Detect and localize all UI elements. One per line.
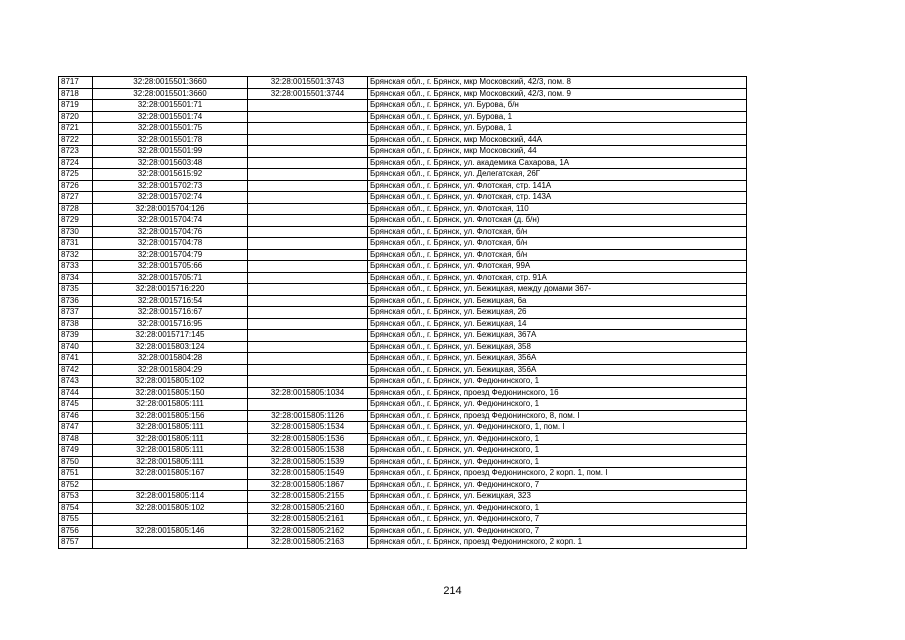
parcel-number-cell: 32:28:0015805:102 (93, 502, 248, 514)
parcel-number-cell: 32:28:0015716:220 (93, 284, 248, 296)
address-cell: Брянская обл., г. Брянск, ул. Федюнинского, 1 (368, 502, 747, 514)
parcel-number-cell: 32:28:0015501:99 (93, 146, 248, 158)
address-cell: Брянская обл., г. Брянск, ул. Бежицкая, 26 (368, 307, 747, 319)
parcel-number-cell: 32:28:0015804:28 (93, 353, 248, 365)
address-cell: Брянская обл., г. Брянск, ул. Флотская, стр. 141А (368, 180, 747, 192)
object-number-cell: 32:28:0015805:1867 (248, 479, 368, 491)
address-cell: Брянская обл., г. Брянск, ул. Бежицкая, 367А (368, 330, 747, 342)
row-number-cell: 8747 (59, 422, 93, 434)
object-number-cell (248, 295, 368, 307)
parcel-number-cell: 32:28:0015501:3660 (93, 88, 248, 100)
row-number-cell: 8720 (59, 111, 93, 123)
address-cell: Брянская обл., г. Брянск, ул. Федюнинского, 7 (368, 514, 747, 526)
parcel-number-cell: 32:28:0015805:167 (93, 468, 248, 480)
parcel-number-cell: 32:28:0015501:75 (93, 123, 248, 135)
table-row (59, 249, 747, 261)
address-cell: Брянская обл., г. Брянск, ул. Флотская, б/н (368, 238, 747, 250)
row-number-cell: 8733 (59, 261, 93, 273)
row-number-cell: 8755 (59, 514, 93, 526)
address-cell: Брянская обл., г. Брянск, ул. Флотская, б/н (368, 249, 747, 261)
address-cell: Брянская обл., г. Брянск, ул. Бурова, 1 (368, 111, 747, 123)
object-number-cell: 32:28:0015805:2155 (248, 491, 368, 503)
parcel-number-cell: 32:28:0015804:29 (93, 364, 248, 376)
address-cell: Брянская обл., г. Брянск, ул. Федюнинского, 1, пом. I (368, 422, 747, 434)
parcel-number-cell: 32:28:0015805:150 (93, 387, 248, 399)
table-row (59, 284, 747, 296)
address-cell: Брянская обл., г. Брянск, ул. Бежицкая, 356А (368, 353, 747, 365)
address-cell: Брянская обл., г. Брянск, ул. Бежицкая, 356А (368, 364, 747, 376)
address-cell: Брянская обл., г. Брянск, ул. Флотская, б/н (368, 226, 747, 238)
object-number-cell: 32:28:0015805:1538 (248, 445, 368, 457)
table-row (59, 445, 747, 457)
row-number-cell: 8732 (59, 249, 93, 261)
parcel-number-cell: 32:28:0015501:3660 (93, 77, 248, 89)
address-cell: Брянская обл., г. Брянск, проезд Федюнинского, 16 (368, 387, 747, 399)
parcel-number-cell: 32:28:0015704:79 (93, 249, 248, 261)
table-row (59, 468, 747, 480)
row-number-cell: 8754 (59, 502, 93, 514)
object-number-cell: 32:28:0015501:3744 (248, 88, 368, 100)
parcel-number-cell: 32:28:0015805:111 (93, 433, 248, 445)
row-number-cell: 8752 (59, 479, 93, 491)
table-row (59, 514, 747, 526)
row-number-cell: 8725 (59, 169, 93, 181)
table-row (59, 433, 747, 445)
parcel-number-cell: 32:28:0015702:74 (93, 192, 248, 204)
parcel-number-cell: 32:28:0015501:78 (93, 134, 248, 146)
address-cell: Брянская обл., г. Брянск, ул. Бурова, б/н (368, 100, 747, 112)
row-number-cell: 8744 (59, 387, 93, 399)
parcel-number-cell: 32:28:0015805:146 (93, 525, 248, 537)
address-cell: Брянская обл., г. Брянск, ул. Флотская, стр. 91А (368, 272, 747, 284)
row-number-cell: 8740 (59, 341, 93, 353)
object-number-cell: 32:28:0015805:1536 (248, 433, 368, 445)
address-cell: Брянская обл., г. Брянск, ул. Бежицкая, 323 (368, 491, 747, 503)
object-number-cell: 32:28:0015805:1534 (248, 422, 368, 434)
table-row (59, 295, 747, 307)
object-number-cell: 32:28:0015805:1034 (248, 387, 368, 399)
table-row (59, 261, 747, 273)
address-cell: Брянская обл., г. Брянск, мкр Московский, 42/3, пом. 8 (368, 77, 747, 89)
object-number-cell: 32:28:0015805:1549 (248, 468, 368, 480)
parcel-number-cell (93, 537, 248, 549)
parcel-number-cell: 32:28:0015704:126 (93, 203, 248, 215)
table-row (59, 169, 747, 181)
parcel-number-cell: 32:28:0015805:111 (93, 399, 248, 411)
object-number-cell (248, 330, 368, 342)
parcel-number-cell: 32:28:0015702:73 (93, 180, 248, 192)
row-number-cell: 8743 (59, 376, 93, 388)
object-number-cell: 32:28:0015501:3743 (248, 77, 368, 89)
object-number-cell (248, 376, 368, 388)
address-cell: Брянская обл., г. Брянск, ул. Федюнинского, 7 (368, 479, 747, 491)
object-number-cell (248, 226, 368, 238)
table-row (59, 502, 747, 514)
table-row (59, 215, 747, 227)
table-row (59, 226, 747, 238)
page-number: 214 (443, 585, 462, 597)
object-number-cell: 32:28:0015805:2160 (248, 502, 368, 514)
address-cell: Брянская обл., г. Брянск, ул. Федюнинского, 1 (368, 445, 747, 457)
parcel-number-cell: 32:28:0015705:71 (93, 272, 248, 284)
row-number-cell: 8728 (59, 203, 93, 215)
table-row (59, 134, 747, 146)
table-row (59, 238, 747, 250)
table-row (59, 111, 747, 123)
object-number-cell (248, 249, 368, 261)
row-number-cell: 8717 (59, 77, 93, 89)
table-row (59, 376, 747, 388)
table-row (59, 456, 747, 468)
table-row (59, 192, 747, 204)
address-cell: Брянская обл., г. Брянск, ул. Флотская, 99А (368, 261, 747, 273)
address-cell: Брянская обл., г. Брянск, ул. Федюнинского, 1 (368, 376, 747, 388)
parcel-number-cell: 32:28:0015805:111 (93, 422, 248, 434)
row-number-cell: 8742 (59, 364, 93, 376)
address-cell: Брянская обл., г. Брянск, ул. Флотская (д. б/н) (368, 215, 747, 227)
parcel-number-cell: 32:28:0015603:48 (93, 157, 248, 169)
object-number-cell (248, 261, 368, 273)
cadastral-table (58, 76, 747, 549)
object-number-cell (248, 111, 368, 123)
object-number-cell (248, 192, 368, 204)
row-number-cell: 8736 (59, 295, 93, 307)
table-row (59, 341, 747, 353)
address-cell: Брянская обл., г. Брянск, ул. академика Сахарова, 1А (368, 157, 747, 169)
row-number-cell: 8731 (59, 238, 93, 250)
parcel-number-cell: 32:28:0015501:71 (93, 100, 248, 112)
table-row (59, 479, 747, 491)
row-number-cell: 8734 (59, 272, 93, 284)
table-row (59, 537, 747, 549)
row-number-cell: 8727 (59, 192, 93, 204)
address-cell: Брянская обл., г. Брянск, ул. Бежицкая, 6а (368, 295, 747, 307)
table-row (59, 330, 747, 342)
table-row (59, 364, 747, 376)
address-cell: Брянская обл., г. Брянск, ул. Бурова, 1 (368, 123, 747, 135)
table-row (59, 387, 747, 399)
parcel-number-cell (93, 514, 248, 526)
object-number-cell: 32:28:0015805:2161 (248, 514, 368, 526)
row-number-cell: 8737 (59, 307, 93, 319)
row-number-cell: 8722 (59, 134, 93, 146)
address-cell: Брянская обл., г. Брянск, проезд Федюнинского, 8, пом. I (368, 410, 747, 422)
parcel-number-cell: 32:28:0015705:66 (93, 261, 248, 273)
object-number-cell (248, 134, 368, 146)
row-number-cell: 8721 (59, 123, 93, 135)
address-cell: Брянская обл., г. Брянск, ул. Флотская, 110 (368, 203, 747, 215)
object-number-cell (248, 180, 368, 192)
object-number-cell (248, 146, 368, 158)
parcel-number-cell: 32:28:0015805:102 (93, 376, 248, 388)
parcel-number-cell: 32:28:0015805:156 (93, 410, 248, 422)
address-cell: Брянская обл., г. Брянск, проезд Федюнинского, 2 корп. 1 (368, 537, 747, 549)
address-cell: Брянская обл., г. Брянск, ул. Бежицкая, 358 (368, 341, 747, 353)
row-number-cell: 8726 (59, 180, 93, 192)
object-number-cell (248, 284, 368, 296)
table-row (59, 410, 747, 422)
parcel-number-cell: 32:28:0015716:95 (93, 318, 248, 330)
table-row (59, 307, 747, 319)
row-number-cell: 8729 (59, 215, 93, 227)
table-row (59, 77, 747, 89)
parcel-number-cell: 32:28:0015803:124 (93, 341, 248, 353)
table-row (59, 100, 747, 112)
object-number-cell (248, 318, 368, 330)
parcel-number-cell: 32:28:0015805:114 (93, 491, 248, 503)
address-cell: Брянская обл., г. Брянск, мкр Московский, 42/3, пом. 9 (368, 88, 747, 100)
row-number-cell: 8730 (59, 226, 93, 238)
address-cell: Брянская обл., г. Брянск, проезд Федюнинского, 2 корп. 1, пом. I (368, 468, 747, 480)
table-row (59, 157, 747, 169)
object-number-cell (248, 215, 368, 227)
address-cell: Брянская обл., г. Брянск, ул. Делегатская, 26Г (368, 169, 747, 181)
address-cell: Брянская обл., г. Брянск, ул. Федюнинского, 1 (368, 399, 747, 411)
row-number-cell: 8719 (59, 100, 93, 112)
object-number-cell (248, 203, 368, 215)
parcel-number-cell: 32:28:0015615:92 (93, 169, 248, 181)
table-row (59, 146, 747, 158)
parcel-number-cell: 32:28:0015704:78 (93, 238, 248, 250)
address-cell: Брянская обл., г. Брянск, ул. Флотская, стр. 143А (368, 192, 747, 204)
object-number-cell: 32:28:0015805:1126 (248, 410, 368, 422)
object-number-cell (248, 238, 368, 250)
parcel-number-cell: 32:28:0015704:76 (93, 226, 248, 238)
object-number-cell (248, 272, 368, 284)
parcel-number-cell: 32:28:0015716:54 (93, 295, 248, 307)
object-number-cell: 32:28:0015805:2162 (248, 525, 368, 537)
table-row (59, 525, 747, 537)
parcel-number-cell: 32:28:0015805:111 (93, 445, 248, 457)
object-number-cell (248, 353, 368, 365)
object-number-cell (248, 341, 368, 353)
address-cell: Брянская обл., г. Брянск, мкр Московский, 44А (368, 134, 747, 146)
row-number-cell: 8753 (59, 491, 93, 503)
row-number-cell: 8735 (59, 284, 93, 296)
address-cell: Брянская обл., г. Брянск, ул. Федюнинского, 1 (368, 456, 747, 468)
row-number-cell: 8738 (59, 318, 93, 330)
object-number-cell (248, 123, 368, 135)
row-number-cell: 8750 (59, 456, 93, 468)
address-cell: Брянская обл., г. Брянск, ул. Бежицкая, между домами 367- (368, 284, 747, 296)
row-number-cell: 8739 (59, 330, 93, 342)
address-cell: Брянская обл., г. Брянск, ул. Федюнинского, 1 (368, 433, 747, 445)
row-number-cell: 8723 (59, 146, 93, 158)
row-number-cell: 8745 (59, 399, 93, 411)
object-number-cell (248, 399, 368, 411)
table-row (59, 272, 747, 284)
row-number-cell: 8748 (59, 433, 93, 445)
object-number-cell (248, 100, 368, 112)
table-row (59, 422, 747, 434)
parcel-number-cell: 32:28:0015805:111 (93, 456, 248, 468)
row-number-cell: 8724 (59, 157, 93, 169)
table-row (59, 123, 747, 135)
address-cell: Брянская обл., г. Брянск, мкр Московский, 44 (368, 146, 747, 158)
row-number-cell: 8751 (59, 468, 93, 480)
row-number-cell: 8718 (59, 88, 93, 100)
table-row (59, 318, 747, 330)
table-row (59, 353, 747, 365)
address-cell: Брянская обл., г. Брянск, ул. Федюнинского, 7 (368, 525, 747, 537)
row-number-cell: 8756 (59, 525, 93, 537)
row-number-cell: 8749 (59, 445, 93, 457)
row-number-cell: 8757 (59, 537, 93, 549)
address-cell: Брянская обл., г. Брянск, ул. Бежицкая, 14 (368, 318, 747, 330)
row-number-cell: 8741 (59, 353, 93, 365)
row-number-cell: 8746 (59, 410, 93, 422)
parcel-number-cell (93, 479, 248, 491)
parcel-number-cell: 32:28:0015716:67 (93, 307, 248, 319)
object-number-cell: 32:28:0015805:2163 (248, 537, 368, 549)
table-row (59, 203, 747, 215)
table-row (59, 399, 747, 411)
table-row (59, 88, 747, 100)
parcel-number-cell: 32:28:0015717:145 (93, 330, 248, 342)
object-number-cell (248, 157, 368, 169)
object-number-cell (248, 307, 368, 319)
table-body (59, 77, 747, 549)
parcel-number-cell: 32:28:0015704:74 (93, 215, 248, 227)
object-number-cell (248, 364, 368, 376)
table-row (59, 491, 747, 503)
object-number-cell (248, 169, 368, 181)
table-row (59, 180, 747, 192)
parcel-number-cell: 32:28:0015501:74 (93, 111, 248, 123)
object-number-cell: 32:28:0015805:1539 (248, 456, 368, 468)
